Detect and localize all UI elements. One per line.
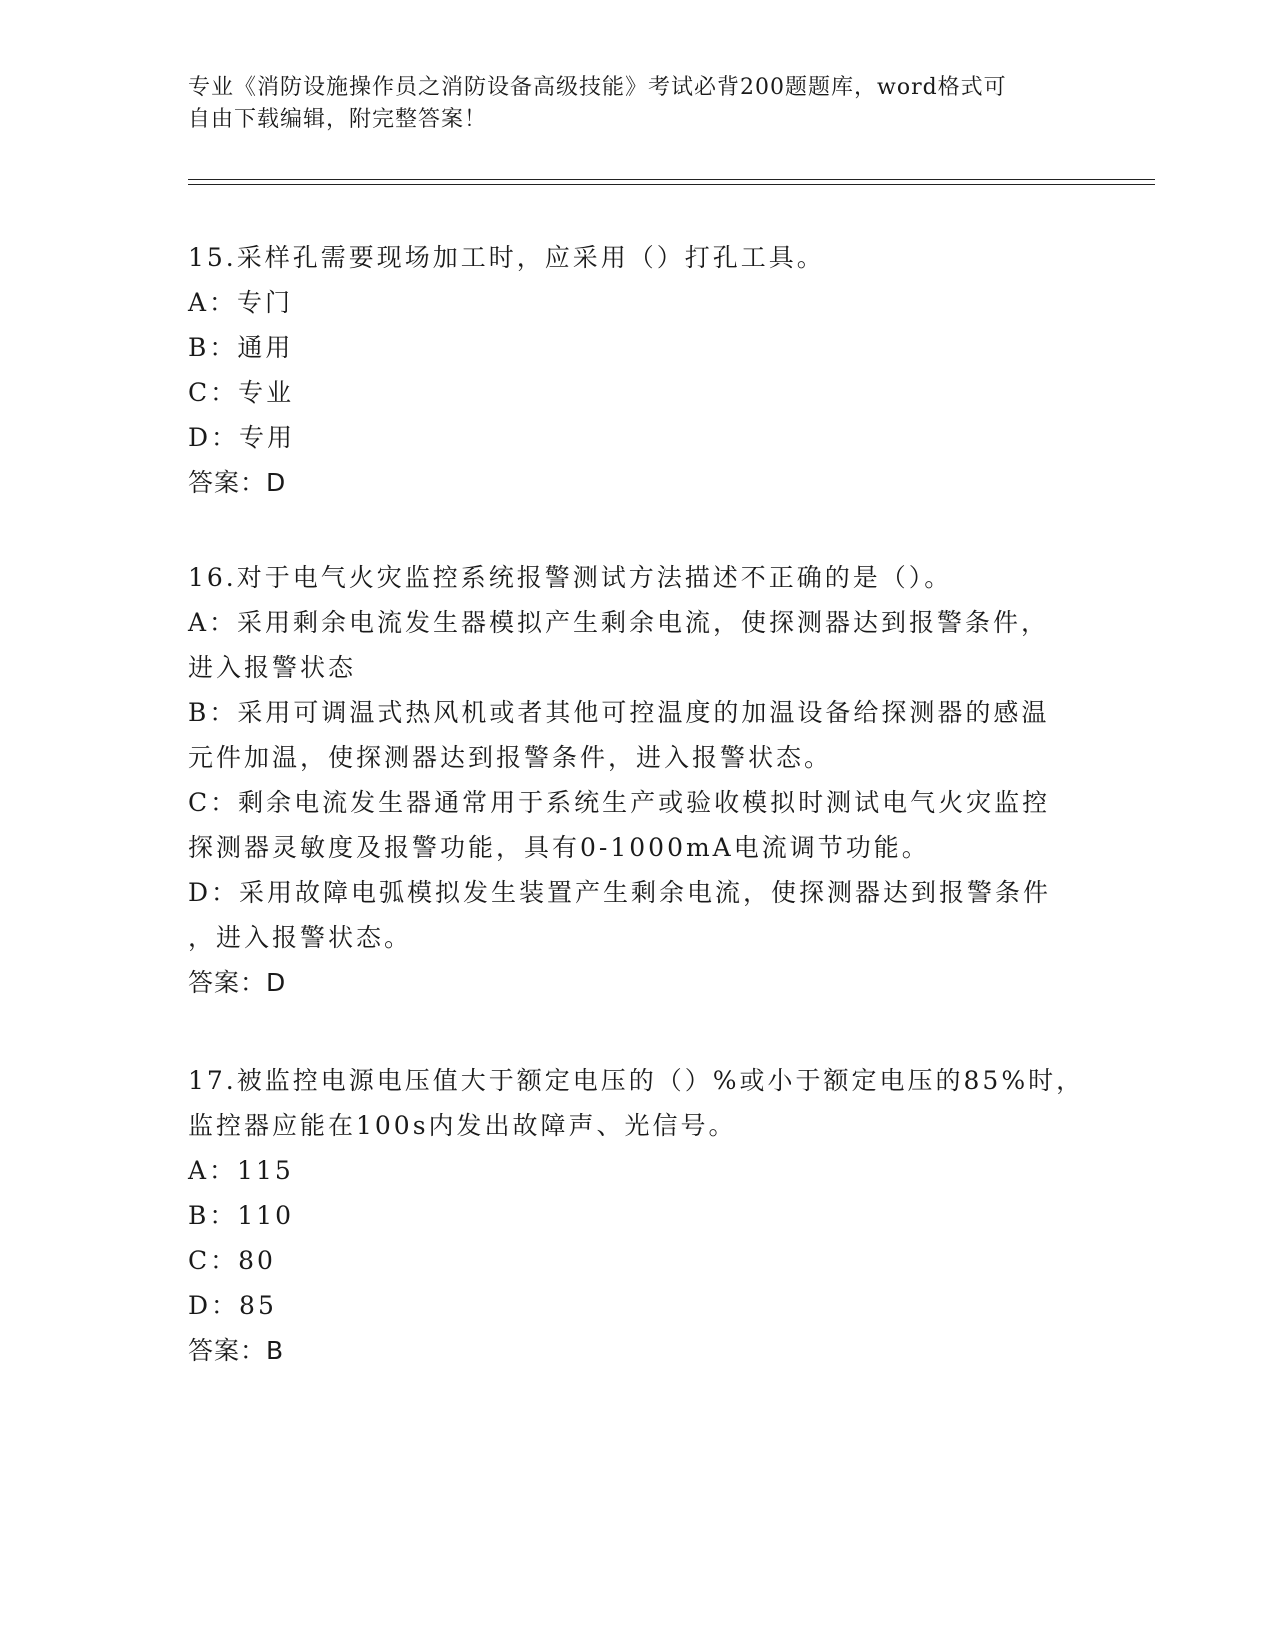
answer-label: 答案：D [188, 968, 287, 997]
option-b: B：采用可调温式热风机或者其他可控温度的加温设备给探测器的感温 [188, 698, 1050, 727]
question-stem: 16.对于电气火灾监控系统报警测试方法描述不正确的是（）。 [188, 563, 953, 592]
option-c: C：剩余电流发生器通常用于系统生产或验收模拟时测试电气火灾监控 [188, 788, 1051, 817]
question-stem: 15.采样孔需要现场加工时，应采用（）打孔工具。 [188, 243, 825, 272]
header-line-1: 专业《消防设施操作员之消防设备高级技能》考试必背200题题库，word格式可 [188, 75, 1007, 100]
option-b-continued: 元件加温，使探测器达到报警条件，进入报警状态。 [188, 743, 833, 772]
question-16 [188, 555, 1088, 1005]
option-b: B：通用 [188, 333, 294, 362]
answer-label: 答案：D [188, 468, 287, 497]
option-d: D：85 [188, 1291, 277, 1320]
answer-label: 答案：B [188, 1336, 285, 1365]
header-divider-top [188, 179, 1155, 180]
option-a: A：采用剩余电流发生器模拟产生剩余电流，使探测器达到报警条件， [188, 608, 1050, 637]
option-d: D：采用故障电弧模拟发生装置产生剩余电流，使探测器达到报警条件 [188, 878, 1052, 907]
option-b: B：110 [188, 1201, 295, 1230]
option-c-continued: 探测器灵敏度及报警功能，具有0-1000mA电流调节功能。 [188, 833, 930, 862]
document-header [188, 72, 1088, 136]
option-a: A：115 [188, 1156, 294, 1185]
question-stem: 17.被监控电源电压值大于额定电压的（）%或小于额定电压的85%时， [188, 1066, 1085, 1095]
question-stem-continued: 监控器应能在100s内发出故障声、光信号。 [188, 1111, 737, 1140]
question-15 [188, 235, 1088, 505]
header-line-2: 自由下载编辑，附完整答案！ [188, 107, 488, 132]
option-d-continued: ，进入报警状态。 [188, 923, 413, 952]
option-c: C：80 [188, 1246, 276, 1275]
option-c: C：专业 [188, 378, 295, 407]
question-17 [188, 1058, 1088, 1373]
header-divider-bottom [188, 184, 1155, 185]
option-a: A：专门 [188, 288, 294, 317]
option-d: D：专用 [188, 423, 296, 452]
option-a-continued: 进入报警状态 [188, 653, 357, 682]
